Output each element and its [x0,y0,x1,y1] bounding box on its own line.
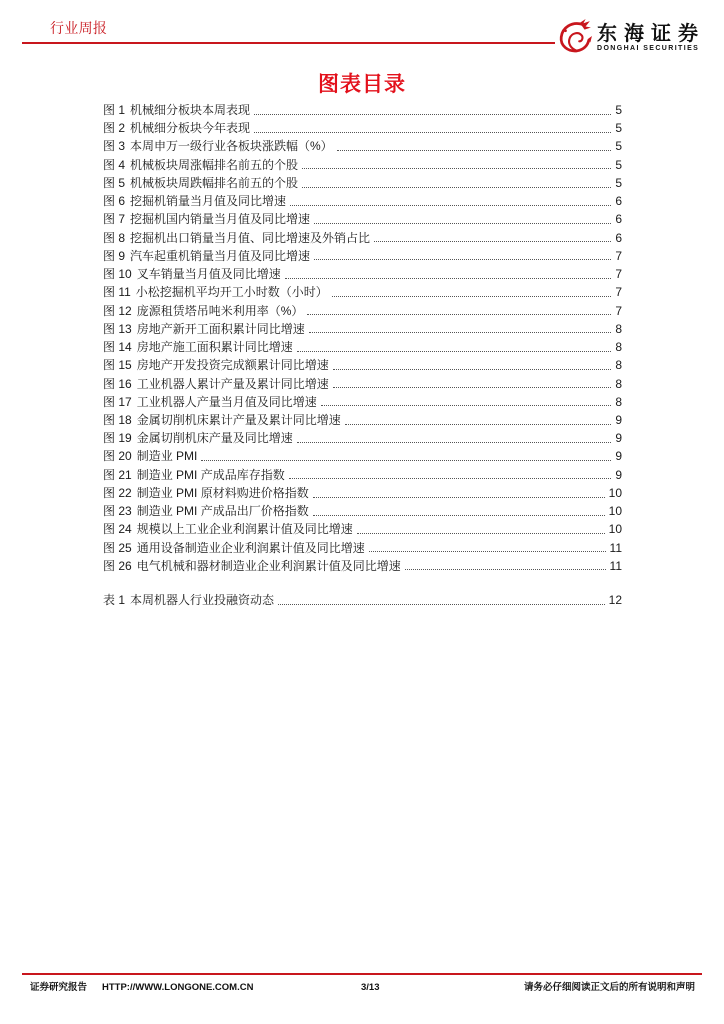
page-number: 10 [608,485,622,500]
page-number: 8 [615,376,622,391]
page-number: 10 [608,504,622,519]
figure-entry[interactable] [103,320,622,338]
dragon-emblem-icon [557,18,593,54]
figure-title: 金属切削机床累计产量及累计同比增速 [136,412,341,427]
figure-entry[interactable] [103,539,622,557]
table-title: 本周机器人行业投融资动态 [130,593,275,607]
figure-title: 汽车起重机销量当月值及同比增速 [130,248,311,263]
figure-label: 图 9 [103,248,126,263]
figure-label: 图 8 [103,230,126,245]
page-number: 10 [608,522,622,537]
figure-title: 叉车销量当月值及同比增速 [136,267,281,282]
figure-label: 图 12 [103,303,132,318]
figure-entry[interactable] [103,156,622,174]
page-number: 9 [615,431,622,446]
figure-title: 制造业 PMI 原材料购进价格指数 [136,485,309,500]
figure-label: 图 25 [103,540,132,555]
figure-title: 挖掘机国内销量当月值及同比增速 [130,212,311,227]
figure-entry[interactable] [103,502,622,520]
figure-entry[interactable] [103,192,622,210]
footer-disclaimer: 请务必仔细阅读正文后的所有说明和声明 [523,982,695,993]
page-number: 9 [615,467,622,482]
figure-entry[interactable] [103,247,622,265]
dot-leader [307,314,611,315]
figure-entry[interactable] [103,265,622,283]
page-indicator: 3/13 [361,982,380,993]
page-number: 11 [609,540,622,555]
figure-title: 机械细分板块本周表现 [130,103,251,117]
dot-leader [314,259,611,260]
dot-leader [254,114,611,115]
dot-leader [332,296,612,297]
figure-entry[interactable] [103,283,622,301]
figure-label: 图 14 [103,340,132,355]
header-rule [22,42,555,44]
dot-leader [357,533,605,534]
figure-entry[interactable] [103,119,622,137]
page-title: 图表目录 [318,73,406,96]
dot-leader [309,332,612,333]
figure-title: 机械板块周涨幅排名前五的个股 [130,157,299,172]
figure-label: 图 11 [103,285,131,300]
dot-leader [290,205,611,206]
dot-leader [302,168,611,169]
table-label: 表 1 [103,593,126,607]
figure-title: 庞源租赁塔吊吨米利用率（%） [136,303,304,318]
figure-label: 图 7 [103,212,126,227]
dot-leader [333,387,612,388]
figure-entry[interactable] [103,137,622,155]
brand-name-en: DONGHAI SECURITIES [597,45,700,52]
figure-title: 电气机械和器材制造业企业利润累计值及同比增速 [136,558,401,573]
dot-leader [302,187,611,188]
page-number: 8 [615,340,622,355]
figure-title: 工业机器人累计产量及累计同比增速 [136,376,329,391]
figure-label: 图 16 [103,376,132,391]
figure-label: 图 18 [103,412,132,427]
figure-label: 图 13 [103,321,132,336]
figure-label: 图 15 [103,358,132,373]
figure-label: 图 1 [103,103,126,117]
dot-leader [314,223,611,224]
figure-entry[interactable] [103,356,622,374]
page-number: 9 [615,449,622,464]
page-number: 7 [615,303,622,318]
footer-website-link[interactable]: HTTP://WWW.LONGONE.COM.CN [102,982,254,993]
figure-title: 房地产开发投资完成额累计同比增速 [136,358,329,373]
page-number: 11 [609,558,622,573]
figure-label: 图 19 [103,431,132,446]
dot-leader [278,604,605,605]
dot-leader [254,132,611,133]
figure-label: 图 2 [103,121,126,136]
dot-leader [297,442,612,443]
page-number: 5 [615,103,622,117]
figure-title: 房地产新开工面积累计同比增速 [136,321,305,336]
dot-leader [313,515,605,516]
report-type-label: 行业周报 [50,20,108,36]
page-number: 7 [615,248,622,263]
figure-entry[interactable] [103,302,622,320]
page-number: 8 [615,358,622,373]
donghai-logo [555,16,715,56]
dot-leader [374,241,611,242]
page-number: 6 [615,230,622,245]
page-number: 5 [615,175,622,190]
figure-title: 挖掘机销量当月值及同比增速 [130,194,287,209]
figure-entry[interactable] [103,447,622,465]
page-number: 5 [615,139,622,154]
figure-list [103,101,622,575]
dot-leader [321,405,612,406]
figure-title: 制造业 PMI [136,449,198,464]
table-entry[interactable] [103,591,622,609]
figure-label: 图 20 [103,449,132,464]
dot-leader [201,460,611,461]
dot-leader [289,478,612,479]
figure-entry[interactable] [103,429,622,447]
page-number: 12 [608,593,622,607]
figure-label: 图 5 [103,175,126,190]
figure-entry[interactable] [103,375,622,393]
figure-label: 图 6 [103,194,126,209]
figure-title: 制造业 PMI 产成品库存指数 [136,467,285,482]
dot-leader [337,150,612,151]
page-number: 5 [615,121,622,136]
brand-name-cn: 东海证券 [597,23,705,45]
page-number: 8 [615,321,622,336]
figure-entry[interactable] [103,557,622,575]
figure-title: 工业机器人产量当月值及同比增速 [136,394,317,409]
figure-entry[interactable] [103,484,622,502]
footer-rule [22,973,702,975]
figure-entry[interactable] [103,229,622,247]
figure-entry[interactable] [103,174,622,192]
figure-entry[interactable] [103,338,622,356]
figure-title: 通用设备制造业企业利润累计值及同比增速 [136,540,365,555]
figure-entry[interactable] [103,393,622,411]
page-number: 6 [615,212,622,227]
page-number: 7 [615,267,622,282]
figure-title: 机械板块周跌幅排名前五的个股 [130,175,299,190]
page-number: 7 [615,285,622,300]
figure-title: 机械细分板块今年表现 [130,121,251,136]
figure-entry[interactable] [103,466,622,484]
page-number: 5 [615,157,622,172]
page-number: 9 [615,412,622,427]
figure-title: 制造业 PMI 产成品出厂价格指数 [136,504,309,519]
figure-label: 图 10 [103,267,132,282]
figure-entry[interactable] [103,101,622,119]
figure-label: 图 17 [103,394,132,409]
figure-label: 图 4 [103,157,126,172]
figure-title: 金属切削机床产量及同比增速 [136,431,293,446]
figure-title: 房地产施工面积累计同比增速 [136,340,293,355]
dot-leader [369,551,606,552]
dot-leader [405,569,606,570]
page-number: 6 [615,194,622,209]
figure-title: 规模以上工业企业利润累计值及同比增速 [136,522,353,537]
dot-leader [333,369,612,370]
footer-report-label: 证券研究报告 [30,982,88,993]
figure-title: 小松挖掘机平均开工小时数（小时） [135,285,328,300]
figure-entry[interactable] [103,210,622,228]
figure-label: 图 22 [103,485,132,500]
figure-entry[interactable] [103,411,622,429]
figure-label: 图 26 [103,558,132,573]
dot-leader [345,424,612,425]
figure-label: 图 21 [103,467,132,482]
figure-title: 本周申万一级行业各板块涨跌幅（%） [130,139,333,154]
dot-leader [285,278,612,279]
figure-label: 图 3 [103,139,126,154]
figure-label: 图 23 [103,504,132,519]
figure-title: 挖掘机出口销量当月值、同比增速及外销占比 [130,230,371,245]
page-number: 8 [615,394,622,409]
dot-leader [297,351,612,352]
figure-entry[interactable] [103,520,622,538]
table-list [103,591,622,609]
figure-label: 图 24 [103,522,132,537]
dot-leader [313,497,605,498]
